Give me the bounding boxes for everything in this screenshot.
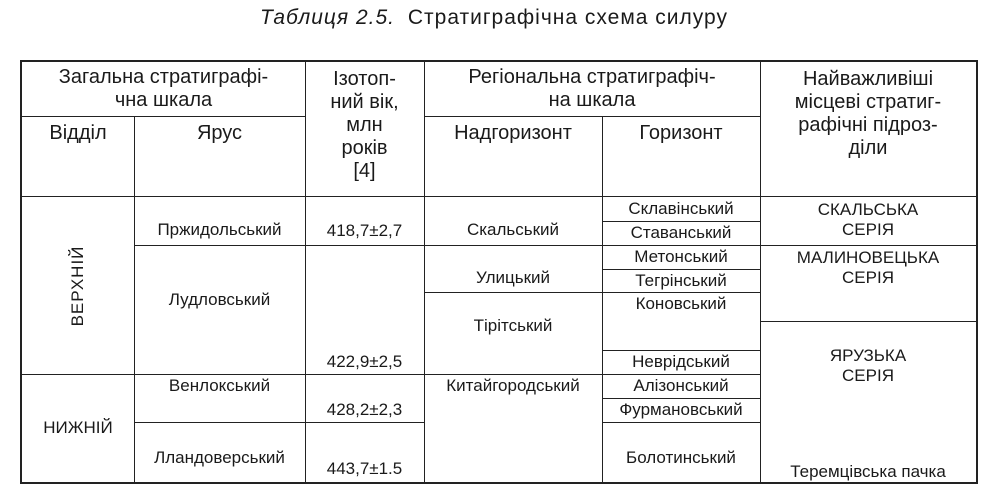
caption-number: Таблиця 2.5. [260, 6, 396, 29]
header-isotope-line5: [4] [353, 160, 376, 182]
local-unit-skala-series [760, 200, 976, 240]
header-line [424, 116, 760, 117]
row-line [602, 292, 760, 293]
local-unit-yaruz-series [760, 346, 976, 386]
row-line [602, 422, 760, 423]
header-isotope-line3: млн [346, 114, 383, 136]
horizon-meton: Метонський [634, 247, 728, 266]
local-unit-yaruz-line2: СЕРІЯ [842, 366, 894, 385]
row-line [602, 245, 760, 246]
header-horizon: Горизонт [639, 122, 723, 144]
division-lower: НИЖНІЙ [43, 418, 113, 437]
row-line [602, 350, 760, 351]
header-isotope-line2: ний вік, [330, 91, 399, 113]
local-unit-malinovets-series [760, 248, 976, 288]
header-local-line4: діли [848, 137, 888, 159]
header-local-line3: рафічні підроз- [798, 114, 938, 136]
row-line [760, 245, 976, 246]
row-line [602, 221, 760, 222]
caption-title: Стратиграфічна схема силуру [407, 6, 728, 29]
header-division: Відділ [49, 122, 107, 144]
horizon-tegrin: Тегрінський [635, 271, 727, 290]
row-line [760, 321, 976, 322]
stage-przhidol: Пржидольський [157, 220, 282, 239]
division-boundary-line [22, 374, 602, 375]
header-isotope-line1: Ізотоп- [333, 68, 396, 90]
row-line [602, 374, 760, 375]
superhorizon-kytai: Китайгородський [446, 376, 580, 395]
header-regional-line2: на шкала [548, 89, 636, 111]
horizon-sklavin: Склавінський [628, 199, 734, 218]
header-superhorizon: Надгоризонт [454, 122, 572, 144]
division-upper: ВЕРХНІЙ [68, 245, 87, 327]
superhorizon-skala: Скальський [466, 220, 560, 239]
local-unit-skala-line2: СЕРІЯ [842, 220, 894, 239]
horizon-stavan: Ставанський [630, 223, 732, 242]
horizon-konov: Коновський [635, 294, 727, 313]
horizon-alizon: Алізонський [633, 376, 729, 395]
age-value: 422,9±2,5 [326, 352, 403, 371]
header-stage: Ярус [196, 122, 243, 144]
header-local-units [760, 68, 976, 160]
age-value: 428,2±2,3 [326, 400, 403, 419]
header-regional-scale [424, 66, 760, 112]
header-regional-line1: Регіональна стратиграфіч- [468, 66, 716, 88]
header-local-line2: місцеві стратиг- [794, 91, 942, 113]
header-line [22, 116, 305, 117]
stage-venlok: Венлокський [168, 376, 271, 395]
age-value: 443,7±1.5 [326, 459, 403, 478]
local-unit-yaruz-line1: ЯРУЗЬКА [829, 346, 907, 365]
header-isotope-line4: років [341, 137, 388, 159]
stratigraphic-table [20, 60, 978, 484]
row-line [602, 398, 760, 399]
header-general-scale-line1: Загальна стратиграфі- [58, 66, 269, 88]
header-local-line1: Найважливіші [802, 68, 934, 90]
header-bottom-line [22, 196, 976, 197]
local-unit-teremtsi-member: Теремцівська пачка [790, 462, 946, 481]
horizon-furman: Фурмановський [619, 400, 743, 419]
row-line [424, 292, 602, 293]
superhorizon-ulits: Улицький [475, 268, 551, 287]
age-value: 418,7±2,7 [326, 221, 403, 240]
local-unit-malin-line1: МАЛИНОВЕЦЬКА [796, 248, 940, 267]
row-line [134, 245, 424, 246]
header-isotope-age [305, 68, 424, 183]
header-general-scale [22, 66, 305, 112]
local-unit-malin-line2: СЕРІЯ [842, 268, 894, 287]
stage-ludlov: Лудловський [168, 290, 271, 309]
stage-llandover: Лландоверський [154, 448, 285, 467]
row-line [424, 245, 602, 246]
row-line [602, 269, 760, 270]
superhorizon-tirits: Тірітський [473, 316, 553, 335]
header-general-scale-line2: чна шкала [114, 89, 213, 111]
horizon-bolotin: Болотинський [626, 448, 736, 467]
local-unit-skala-line1: СКАЛЬСЬКА [817, 200, 919, 219]
horizon-nevrid: Неврідський [632, 352, 730, 371]
row-line [134, 422, 424, 423]
table-caption [0, 6, 988, 30]
